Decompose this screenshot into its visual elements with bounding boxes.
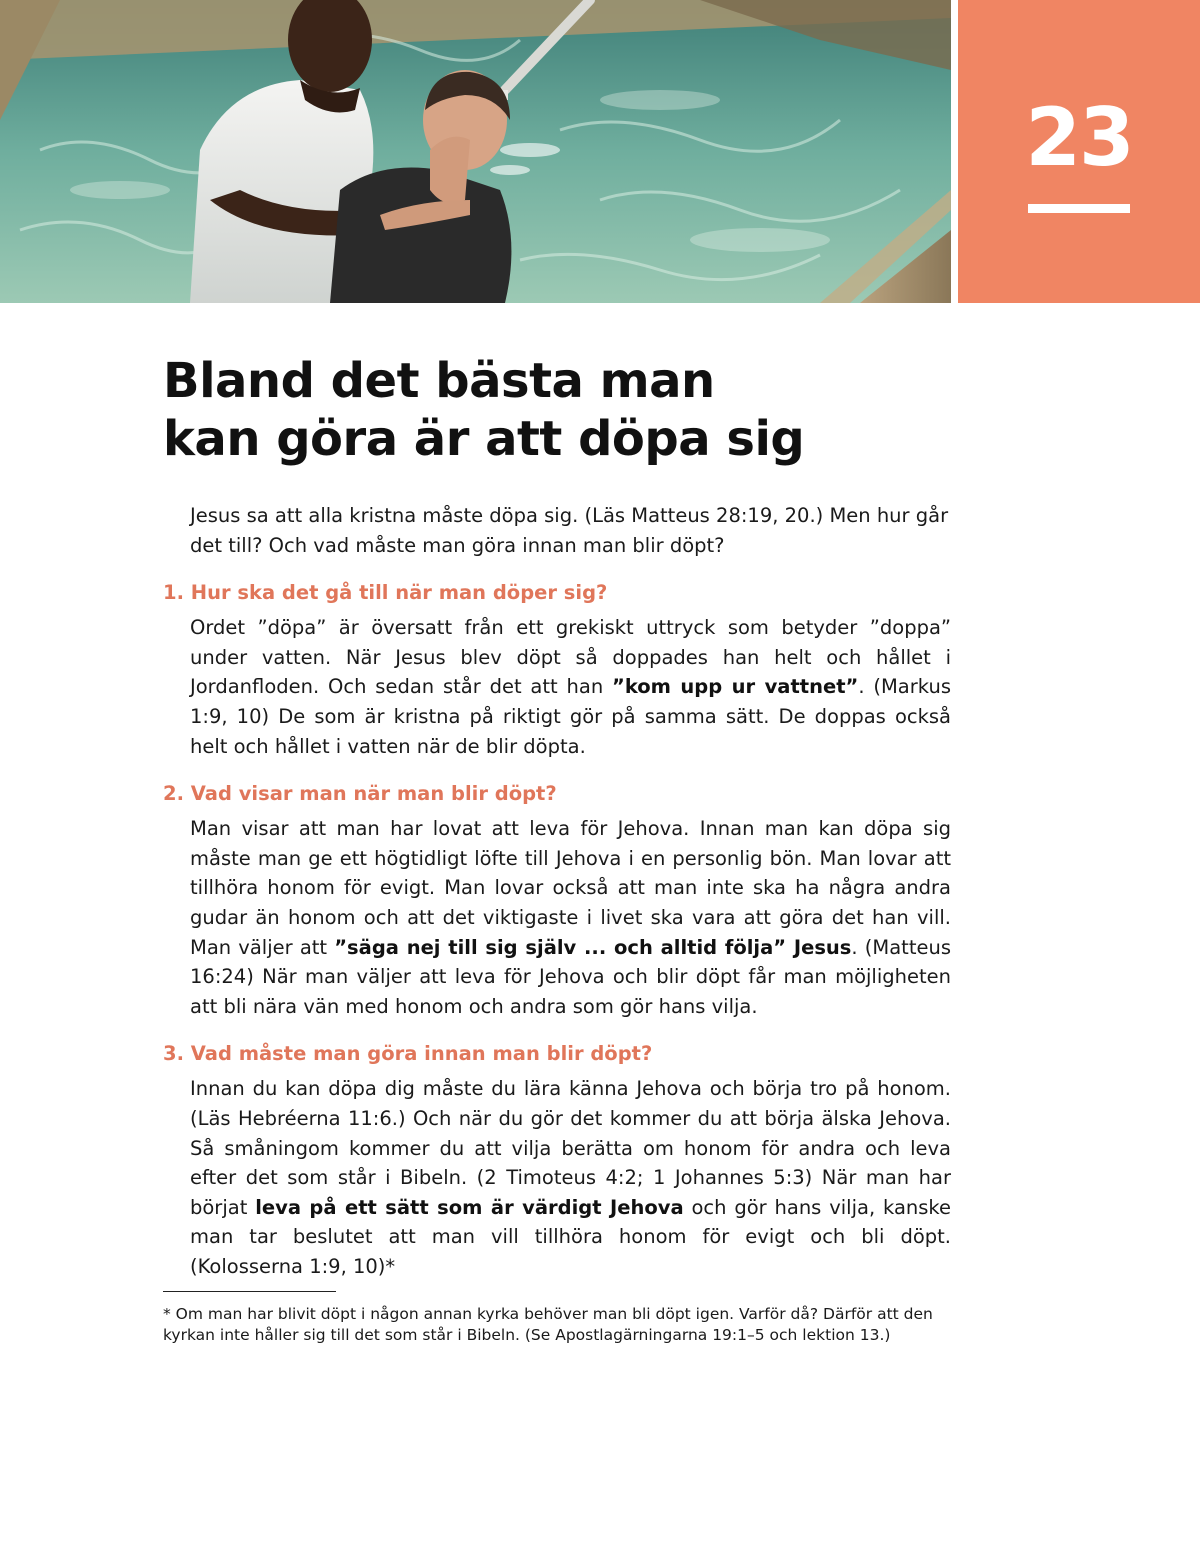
section-3-text-before: Innan du kan döpa dig måste du lära känna Jehova och börja tro på honom. (Läs Hebréerna 11:6.) Och när du gör det kommer du att börja älska Jehova. Så småningom kommer du att vilja berätta om honom för andra och leva efter det som står i Bibeln. (2 Timoteus 4:2; 1 Johannes 5:3) När man har börjat (190, 1077, 951, 1219)
section-1-paragraph (190, 613, 951, 761)
section-2-text-before: Man visar att man har lovat att leva för Jehova. Innan man kan döpa sig måste man ge ett högtidligt löfte till Jehova i en personlig bön. Man lovar att tillhöra honom för evigt. Man lovar också att man inte ska ha några andra gudar än honom och att det viktigaste i livet ska vara att göra det han vill. Man väljer att (190, 817, 951, 959)
lesson-number-block (958, 0, 1200, 303)
baptism-photo (0, 0, 951, 303)
footnote-divider (163, 1291, 336, 1292)
section-3-text-after: och gör hans vilja, kanske man tar beslutet att man vill tillhöra honom för evigt och bli döpt. (Kolosserna 1:9, 10)* (190, 1195, 952, 1278)
section-2-text-after: . (Matteus 16:24) När man väljer att leva för Jehova och blir döpt får man möjligheten att bli nära vän med honom och andra som gör hans vilja. (190, 935, 951, 1018)
section-3-heading: 3. Vad måste man göra innan man blir döpt? (163, 1042, 653, 1066)
section-3-bold-quote: leva på ett sätt som är värdigt Jehova (255, 1195, 684, 1219)
section-1-heading: 1. Hur ska det gå till när man döper sig? (163, 581, 608, 605)
page-title-line-2: kan göra är att döpa sig (163, 411, 805, 467)
section-1-text-after: . (Markus 1:9, 10) De som är kristna på riktigt gör på samma sätt. De doppas också helt och hållet i vatten när de blir döpta. (190, 675, 951, 758)
page-title (163, 352, 963, 468)
intro-paragraph: Jesus sa att alla kristna måste döpa sig. (Läs Matteus 28:19, 20.) Men hur går det till? Och vad måste man göra innan man blir döpt? (190, 504, 949, 557)
section-3-paragraph (190, 1074, 951, 1281)
section-1-text-before: Ordet ”döpa” är översatt från ett grekiskt uttryck som betyder ”doppa” under vatten. När Jesus blev döpt så doppades han helt och hållet i Jordanfloden. Och sedan står det att han (190, 616, 951, 699)
lesson-content (163, 501, 951, 1346)
section-2-bold-quote: ”säga nej till sig själv ... och alltid följa” Jesus (334, 935, 852, 959)
section-1-bold-quote: ”kom upp ur vattnet” (612, 675, 859, 699)
lesson-number: 23 (1025, 91, 1133, 184)
lesson-number-underline (1028, 204, 1130, 213)
section-2-paragraph (190, 814, 951, 1021)
footnote: * Om man har blivit döpt i någon annan kyrka behöver man bli döpt igen. Varför då? Därför att den kyrkan inte håller sig till det som står i Bibeln. (Se Apostlagärningarna 19:1–5 och lektion 13.) (163, 1305, 933, 1345)
section-2-heading: 2. Vad visar man när man blir döpt? (163, 782, 557, 806)
page-title-line-1: Bland det bästa man (163, 353, 715, 409)
